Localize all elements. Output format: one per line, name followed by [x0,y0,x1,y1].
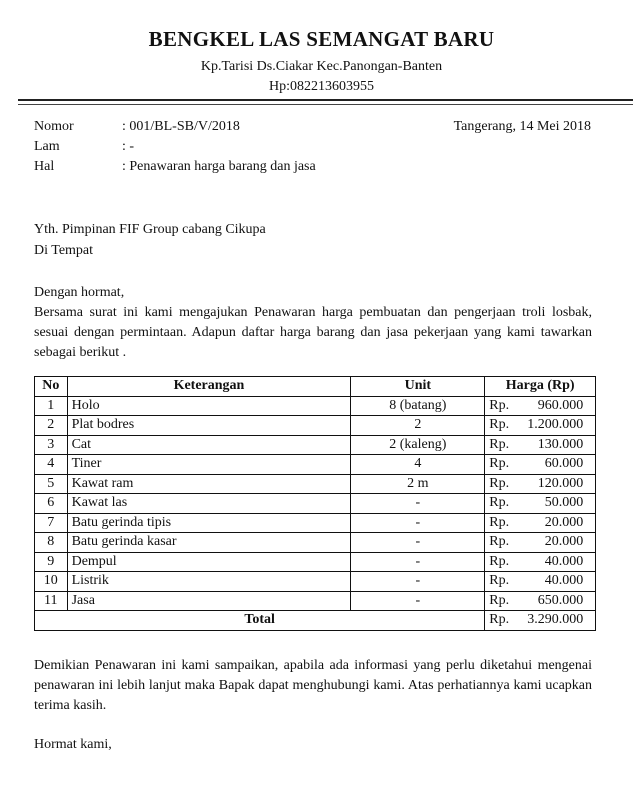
nomor-label: Nomor [34,119,74,134]
currency-label: Rp. [489,612,510,628]
row-unit: - [351,533,485,553]
row-amount: 40.000 [544,553,584,569]
row-keterangan: Holo [67,396,351,416]
meta-lam [34,139,134,155]
recipient-line-2: Di Tempat [34,243,94,258]
table-row [35,416,596,436]
header-divider-thick [18,99,633,101]
price-table [34,376,596,631]
nomor-value: : 001/BL-SB/V/2018 [122,119,240,134]
row-keterangan: Plat bodres [67,416,351,436]
row-harga [485,513,596,533]
row-no: 5 [35,474,68,494]
table-row [35,572,596,592]
row-no: 8 [35,533,68,553]
row-unit: 2 (kaleng) [351,435,485,455]
table-row [35,396,596,416]
recipient-line-1: Yth. Pimpinan FIF Group cabang Cikupa [34,222,266,237]
row-unit: 4 [351,455,485,475]
table-header-row [35,377,596,397]
row-harga [485,591,596,611]
row-harga [485,435,596,455]
row-no: 6 [35,494,68,514]
currency-label: Rp. [489,514,510,530]
row-no: 3 [35,435,68,455]
table-row [35,435,596,455]
company-name: BENGKEL LAS SEMANGAT BARU [148,27,495,51]
table-row [35,494,596,514]
total-row [35,611,596,631]
row-unit: - [351,494,485,514]
row-unit: 8 (batang) [351,396,485,416]
row-harga [485,494,596,514]
currency-label: Rp. [489,553,510,569]
lam-value: : - [122,139,135,154]
row-keterangan: Batu gerinda tipis [67,513,351,533]
row-amount: 60.000 [544,456,584,472]
row-no: 1 [35,396,68,416]
row-unit: 2 m [351,474,485,494]
table-row [35,552,596,572]
table-body [35,396,596,611]
row-amount: 130.000 [537,436,584,452]
row-no: 10 [35,572,68,592]
signoff: Hormat kami, [34,737,112,752]
greeting: Dengan hormat, [34,285,125,300]
currency-label: Rp. [489,534,510,550]
currency-label: Rp. [489,495,510,511]
row-unit: 2 [351,416,485,436]
row-harga [485,416,596,436]
header-harga: Harga (Rp) [485,377,596,397]
row-no: 11 [35,591,68,611]
row-keterangan: Tiner [67,455,351,475]
row-harga [485,474,596,494]
company-phone: Hp:082213603955 [269,79,374,94]
header-divider-thin [18,104,633,105]
row-keterangan: Cat [67,435,351,455]
table-row [35,474,596,494]
table-row [35,455,596,475]
currency-label: Rp. [489,573,510,589]
row-harga [485,455,596,475]
currency-label: Rp. [489,456,510,472]
header-keterangan: Keterangan [67,377,351,397]
meta-nomor [34,119,240,135]
row-amount: 650.000 [537,592,584,608]
closing-paragraph: Demikian Penawaran ini kami sampaikan, apabila ada informasi yang perlu diketahui mengenai penawaran ini lebih lanjut maka Bapak dapat menghubungi kami. Atas perhatiannya kami ucapkan terima kasih. [34,658,592,713]
row-unit: - [351,552,485,572]
row-amount: 50.000 [544,495,584,511]
row-no: 2 [35,416,68,436]
lam-label: Lam [34,139,60,154]
hal-label: Hal [34,159,55,174]
row-amount: 1.200.000 [527,417,584,433]
row-no: 9 [35,552,68,572]
header-unit: Unit [351,377,485,397]
currency-label: Rp. [489,417,510,433]
table-row [35,533,596,553]
row-keterangan: Listrik [67,572,351,592]
row-unit: - [351,572,485,592]
letter-date: Tangerang, 14 Mei 2018 [453,119,591,134]
row-amount: 40.000 [544,573,584,589]
row-harga [485,533,596,553]
currency-label: Rp. [489,397,510,413]
total-label: Total [35,611,485,631]
row-unit: - [351,591,485,611]
total-amount: 3.290.000 [527,612,584,628]
table-row [35,591,596,611]
row-amount: 120.000 [537,475,584,491]
row-amount: 960.000 [537,397,584,413]
row-keterangan: Dempul [67,552,351,572]
total-value [485,611,596,631]
row-amount: 20.000 [544,514,584,530]
row-amount: 20.000 [544,534,584,550]
row-unit: - [351,513,485,533]
row-keterangan: Kawat las [67,494,351,514]
intro-paragraph: Bersama surat ini kami mengajukan Penawaran harga pembuatan dan pengerjaan troli losbak, sesuai dengan permintaan. Adapun daftar harga barang dan jasa pekerjaan yang kami tawarkan sebagai berikut . [34,305,592,360]
currency-label: Rp. [489,436,510,452]
company-address: Kp.Tarisi Ds.Ciakar Kec.Panongan-Banten [200,59,443,74]
meta-hal [34,159,316,175]
hal-value: : Penawaran harga barang dan jasa [122,159,316,174]
row-keterangan: Jasa [67,591,351,611]
header-no: No [35,377,68,397]
row-harga [485,572,596,592]
row-harga [485,396,596,416]
row-no: 4 [35,455,68,475]
currency-label: Rp. [489,475,510,491]
table-row [35,513,596,533]
row-no: 7 [35,513,68,533]
currency-label: Rp. [489,592,510,608]
row-keterangan: Batu gerinda kasar [67,533,351,553]
row-keterangan: Kawat ram [67,474,351,494]
row-harga [485,552,596,572]
